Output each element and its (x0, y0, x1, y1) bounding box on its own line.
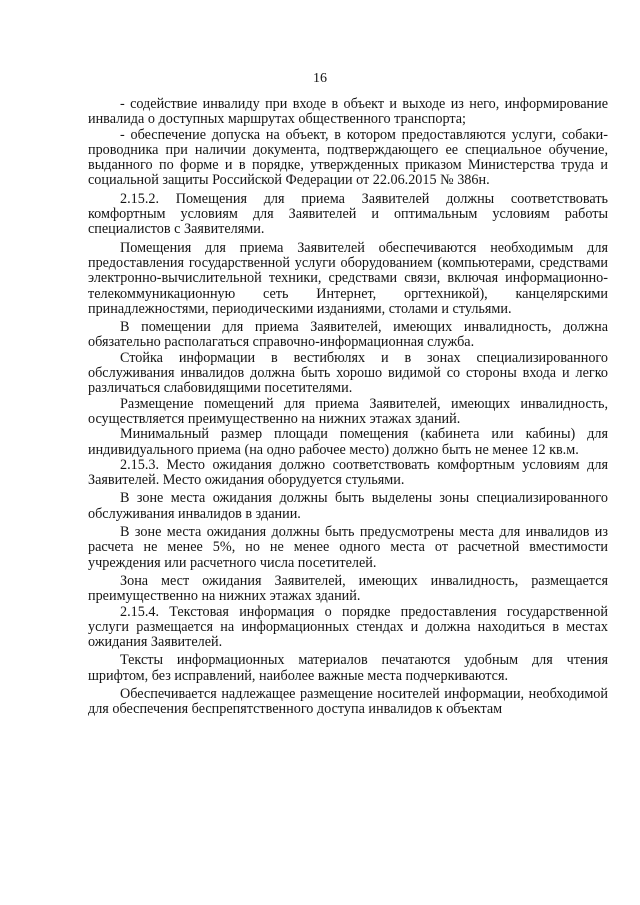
paragraph-waiting-zone-floors: Зона мест ожидания Заявителей, имеющих инвалидность, размещается преимущественно на нижних этажах зданий. (88, 572, 608, 605)
paragraph-2-15-2-premises: 2.15.2. Помещения для приема Заявителей должны соответствовать комфортным условиям для Заявителей и оптимальным условиям работы специалистов с Заявителями. (88, 190, 608, 238)
document-body (88, 97, 608, 718)
paragraph-2-15-4-text-info: 2.15.4. Текстовая информация о порядке предоставления государственной услуги размещается на информационных стендах и должна находиться в местах ожидания Заявителей. (88, 603, 608, 651)
paragraph-info-carriers: Обеспечивается надлежащее размещение носителей информации, необходимой для обеспечения беспрепятственного доступа инвалидов к объектам (88, 685, 608, 718)
paragraph-assistance-entry: - содействие инвалиду при входе в объект и выходе из него, информирование инвалида о доступных маршрутах общественного транспорта; (88, 96, 608, 128)
page-number: 16 (313, 71, 327, 86)
paragraph-info-service: В помещении для приема Заявителей, имеющих инвалидность, должна обязательно располагаться справочно-информационная служба. (88, 319, 608, 351)
paragraph-info-materials: Тексты информационных материалов печатаются удобным для чтения шрифтом, без исправлений, наиболее важные места подчеркиваются. (88, 652, 608, 684)
paragraph-premises-equipment: Помещения для приема Заявителей обеспечиваются необходимым для предоставления государственной услуги оборудованием (компьютерами, средствами электронно-вычислительной техники, средствами связи, включая информационно-телекоммуникационную сеть Интернет, оргтехникой), канцелярскими принадлежностями, периодическими изданиями, столами и стульями. (88, 239, 608, 317)
paragraph-guide-dog-access: - обеспечение допуска на объект, в котором предоставляются услуги, собаки-проводника при наличии документа, подтверждающего ее специальное обучение, выданного по форме и в порядке, утвержденных приказом Министерства труда и социальной защиты Российской Федерации от 22.06.2015 № 386н. (88, 126, 608, 189)
paragraph-2-15-3-waiting-area: 2.15.3. Место ожидания должно соответствовать комфортным условиям для Заявителей. Место ожидания оборудуется стульями. (88, 456, 608, 489)
paragraph-disabled-seats: В зоне места ожидания должны быть предусмотрены места для инвалидов из расчета не менее 5%, но не менее одного места от расчетной вместимости учреждения или расчетного числа посетителей. (88, 524, 608, 571)
paragraph-minimum-area: Минимальный размер площади помещения (кабинета или кабины) для индивидуального приема (на одно рабочее место) должно быть не менее 12 кв.м. (88, 426, 608, 458)
paragraph-special-service-zones: В зоне места ожидания должны быть выделены зоны специализированного обслуживания инвалидов в здании. (88, 490, 608, 522)
paragraph-lower-floors: Размещение помещений для приема Заявителей, имеющих инвалидность, осуществляется преимущественно на нижних этажах зданий. (88, 395, 608, 427)
paragraph-info-desk: Стойка информации в вестибюлях и в зонах специализированного обслуживания инвалидов должна быть хорошо видимой со стороны входа и легко различаться слабовидящими посетителями. (88, 349, 608, 397)
